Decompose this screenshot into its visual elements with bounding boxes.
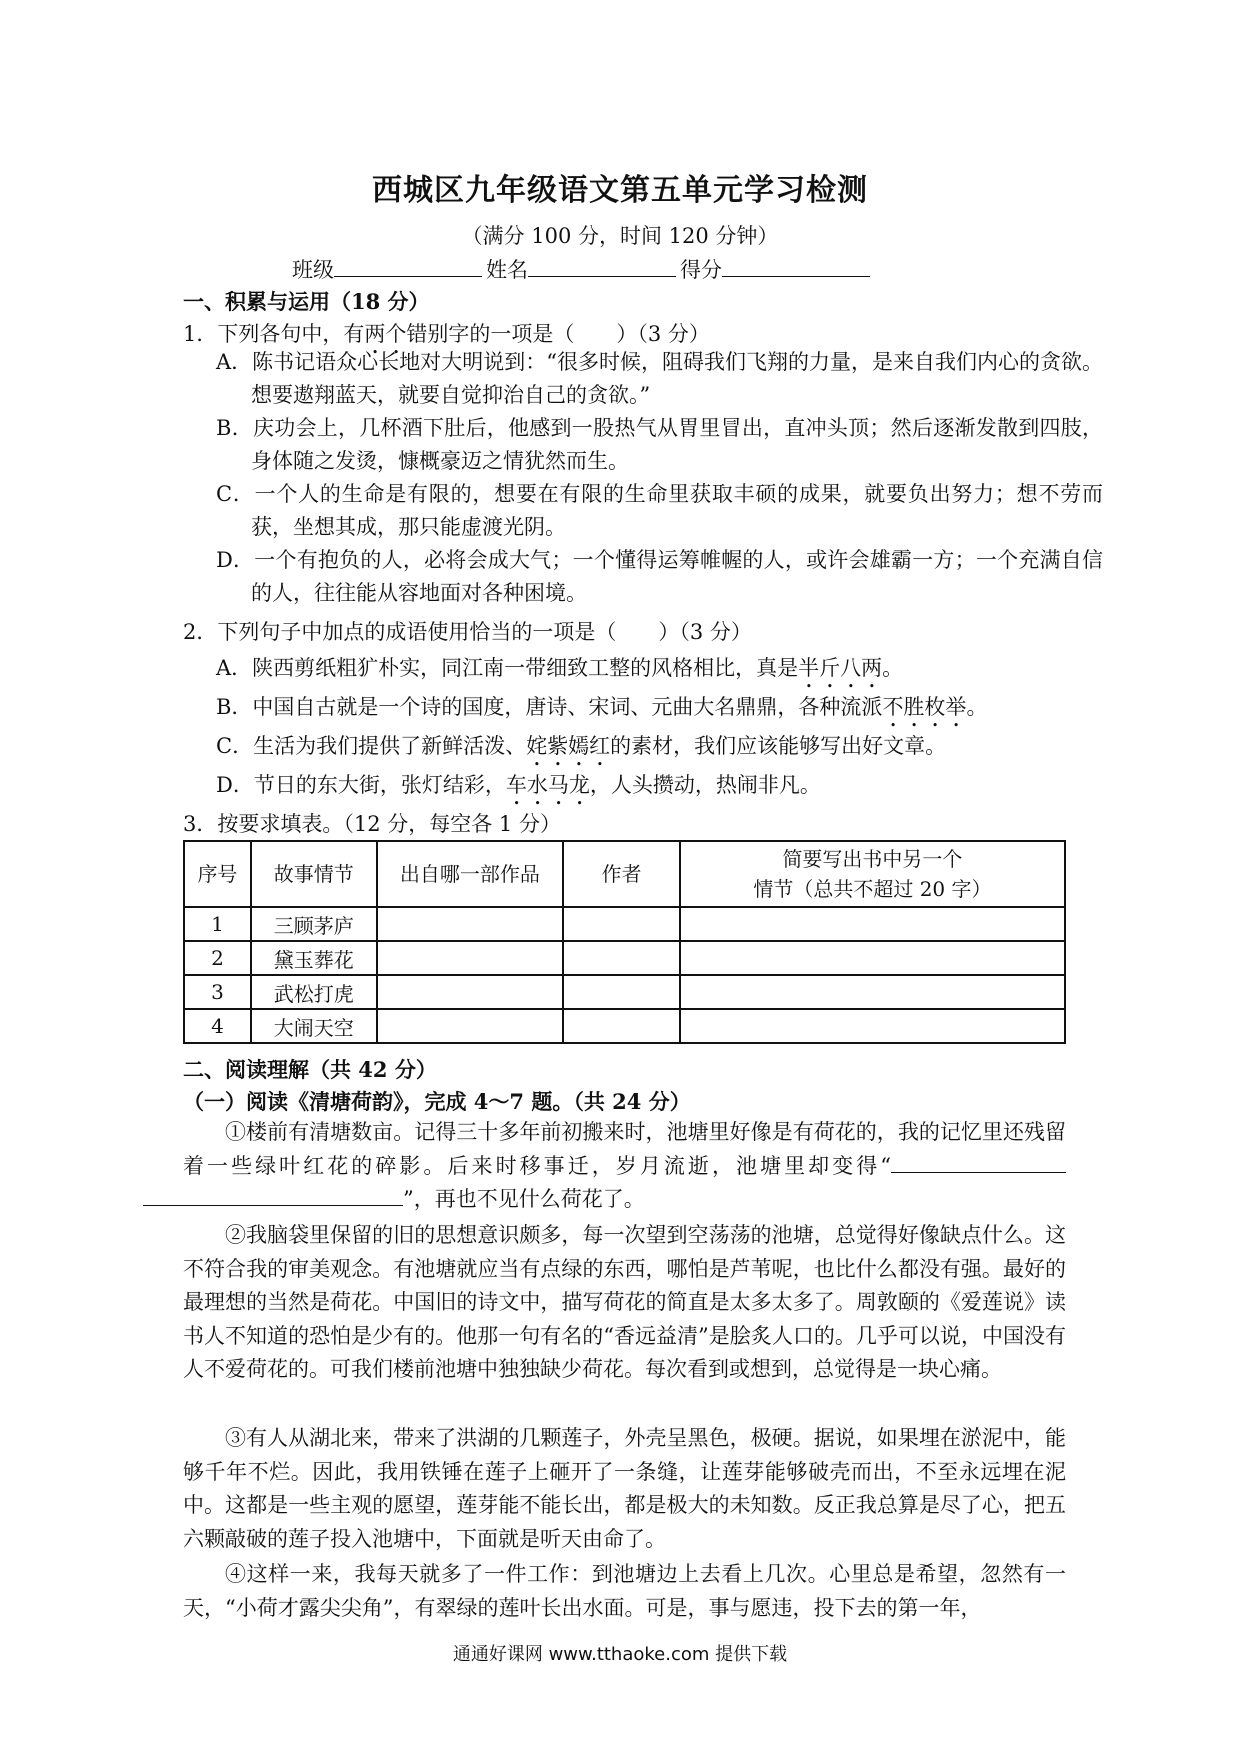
paragraph-1 xyxy=(183,1116,1066,1217)
score-label: 得分 xyxy=(680,258,722,282)
header-no: 序号 xyxy=(184,841,251,907)
page-title: 西城区九年级语文第五单元学习检测 xyxy=(372,173,868,208)
class-label: 班级 xyxy=(292,258,334,282)
author-cell[interactable] xyxy=(563,975,680,1009)
row-no: 3 xyxy=(184,975,251,1009)
work-cell[interactable] xyxy=(377,941,564,975)
row-plot: 武松打虎 xyxy=(251,975,377,1009)
q2-d-pre: D．节日的东大街，张灯结彩， xyxy=(216,773,506,797)
reading-sub-heading: （一）阅读《清塘荷韵》，完成 4～7 题。（共 24 分） xyxy=(183,1089,691,1114)
quote-blank-part1[interactable] xyxy=(891,1150,1066,1173)
class-field[interactable] xyxy=(334,256,482,277)
table-row xyxy=(184,941,1065,975)
other-plot-cell[interactable] xyxy=(680,975,1065,1009)
q2-b-pre: B．中国自古就是一个诗的国度，唐诗、宋词、元曲大名鼎鼎，各种流派 xyxy=(216,695,883,719)
paragraph-2: ②我脑袋里保留的旧的思想意识颇多，每一次望到空荡荡的池塘，总觉得好像缺点什么。这不符合我的审美观念。有池塘就应当有点绿的东西，哪怕是芦苇呢，也比什么都没有强。最好的最理想的当然是荷花。中国旧的诗文中，描写荷花的简直是太多太多了。周敦颐的《爱莲说》读书人不知道的恐怕是少有的。他那一句有名的“香远益清”是脍炙人口的。几乎可以说，中国没有人不爱荷花的。可我们楼前池塘中独独缺少荷花。每次看到或想到，总觉得是一块心痛。 xyxy=(183,1223,1066,1381)
exam-subtitle: （满分 100 分，时间 120 分钟） xyxy=(461,224,779,248)
table-row xyxy=(184,975,1065,1009)
q1-stem-post: 错别字的一项是（ ）（3 分） xyxy=(406,322,710,346)
q2-option-c xyxy=(216,730,946,771)
page-footer: 通通好课网 www.tthaoke.com 提供下载 xyxy=(452,1644,788,1665)
q2-d-post: ，人头攒动，热闹非凡。 xyxy=(589,773,821,797)
q2-a-post: 。 xyxy=(882,656,904,680)
paragraph-1-text-a: ①楼前有清塘数亩。记得三十多年前初搬来时，池塘里好像是有荷花的，我的记忆里还残留着一些绿叶红花的碎影。后来时移事迁，岁月流逝，池塘里却变得“ xyxy=(183,1120,1066,1178)
q2-b-idiom: 不胜枚举 xyxy=(882,695,967,719)
work-cell[interactable] xyxy=(377,907,564,941)
row-plot: 大闹天空 xyxy=(251,1009,377,1043)
question-3-stem: 3．按要求填表。（12 分，每空各 1 分） xyxy=(183,812,561,836)
table-row xyxy=(184,1009,1065,1043)
q2-c-pre: C．生活为我们提供了新鲜活泼、 xyxy=(216,734,527,758)
paragraph-4: ④这样一来，我每天就多了一件工作：到池塘边上去看上几次。心里总是希望，忽然有一天，“小荷才露尖尖角”，有翠绿的莲叶长出水面。可是，事与愿违，投下去的第一年， xyxy=(183,1562,1066,1620)
q2-option-a xyxy=(216,652,903,693)
name-label: 姓名 xyxy=(486,258,528,282)
q1-option-a: A．陈书记语众心长地对大明说到：“很多时候，阻碍我们飞翔的力量，是来自我们内心的贪欲。想要遨翔蓝天，就要自觉抑治自己的贪欲。” xyxy=(216,350,1103,407)
work-cell[interactable] xyxy=(377,975,564,1009)
header-other-plot-line2: 情节（总共不超过 20 字） xyxy=(753,877,992,901)
other-plot-cell[interactable] xyxy=(680,941,1065,975)
question-2-stem: 2．下列句子中加点的成语使用恰当的一项是（ ）（3 分） xyxy=(183,620,752,644)
author-cell[interactable] xyxy=(563,907,680,941)
row-no: 1 xyxy=(184,907,251,941)
header-work: 出自哪一部作品 xyxy=(377,841,564,907)
q2-c-post: 的素材，我们应该能够写出好文章。 xyxy=(610,734,947,758)
header-other-plot-line1: 简要写出书中另一个 xyxy=(782,847,963,871)
paragraph-1-text-b: ”，再也不见什么荷花了。 xyxy=(403,1187,645,1211)
q1-option-c: C．一个人的生命是有限的，想要在有限的生命里获取丰硕的成果，就要负出努力；想不劳而获，坐想其成，那只能虚渡光阴。 xyxy=(216,482,1103,539)
section-heading-1: 一、积累与运用（18 分） xyxy=(183,289,430,314)
q1-option-b: B．庆功会上，几杯酒下肚后，他感到一股热气从胃里冒出，直冲头顶；然后逐渐发散到四肢，身体随之发烫，慷概豪迈之情犹然而生。 xyxy=(216,416,1103,473)
q1-stem-emphasis: 两个 xyxy=(364,322,407,346)
header-plot: 故事情节 xyxy=(251,841,377,907)
q2-option-d xyxy=(216,769,821,810)
q2-a-pre: A．陕西剪纸粗犷朴实，同江南一带细致工整的风格相比，真是 xyxy=(216,656,799,680)
q2-d-idiom: 车水马龙 xyxy=(505,773,590,797)
row-plot: 黛玉葬花 xyxy=(251,941,377,975)
score-field[interactable] xyxy=(722,256,870,277)
q1-option-d: D．一个有抱负的人，必将会成大气；一个懂得运筹帷幄的人，或许会雄霸一方；一个充满自信的人，往往能从容地面对各种困境。 xyxy=(216,548,1103,605)
header-author: 作者 xyxy=(563,841,680,907)
row-no: 2 xyxy=(184,941,251,975)
work-cell[interactable] xyxy=(377,1009,564,1043)
q2-option-b xyxy=(216,691,987,732)
q2-a-idiom: 半斤八两 xyxy=(798,656,883,680)
author-cell[interactable] xyxy=(563,1009,680,1043)
paragraph-3: ③有人从湖北来，带来了洪湖的几颗莲子，外壳呈黑色，极硬。据说，如果埋在淤泥中，能够千年不烂。因此，我用铁锤在莲子上砸开了一条缝，让莲芽能够破壳而出，不至永远埋在泥中。这都是一些主观的愿望，莲芽能不能长出，都是极大的未知数。反正我总算是尽了心，把五六颗敲破的莲子投入池塘中，下面就是听天由命了。 xyxy=(183,1426,1066,1551)
row-plot: 三顾茅庐 xyxy=(251,907,377,941)
q2-b-post: 。 xyxy=(966,695,988,719)
section-heading-2: 二、阅读理解（共 42 分） xyxy=(183,1057,437,1082)
other-plot-cell[interactable] xyxy=(680,1009,1065,1043)
row-no: 4 xyxy=(184,1009,251,1043)
author-cell[interactable] xyxy=(563,941,680,975)
q2-c-idiom: 姹紫嫣红 xyxy=(526,734,611,758)
fill-in-table xyxy=(183,840,1066,1044)
q1-stem-pre: 1．下列各句中，有 xyxy=(183,322,365,346)
name-field[interactable] xyxy=(528,256,676,277)
student-info-row xyxy=(292,254,874,284)
other-plot-cell[interactable] xyxy=(680,907,1065,941)
table-row xyxy=(184,907,1065,941)
header-other-plot xyxy=(680,841,1065,907)
quote-blank-part2[interactable] xyxy=(143,1183,403,1206)
table-header-row xyxy=(184,841,1065,907)
